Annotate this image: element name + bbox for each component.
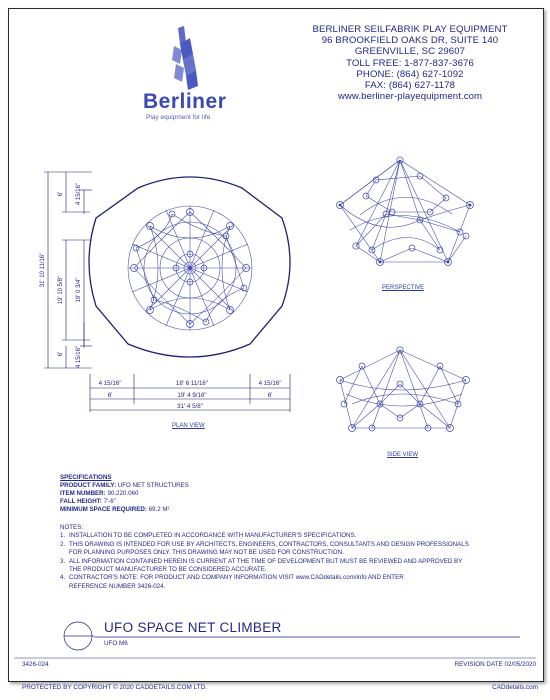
drawing-title: UFO SPACE NET CLIMBER xyxy=(104,620,282,635)
dim-h-4-15-16-left: 4 15/16" xyxy=(98,380,122,387)
spec-row: FALL HEIGHT: 7'-6" xyxy=(60,498,116,505)
dim-v-total: 31' 10 11/16" xyxy=(40,252,46,288)
spec-row: MINIMUM SPACE REQUIRED: 69.2 M² xyxy=(60,506,170,513)
company-tollfree: TOLL FREE: 1-877-837-3676 xyxy=(346,57,474,69)
horizontal-dim-labels xyxy=(99,380,282,410)
dim-v-19-0-3-4: 19' 0 3/4" xyxy=(76,277,82,303)
revision-date: REVISION DATE 02/05/2020 xyxy=(454,661,536,668)
notes-block xyxy=(60,524,520,591)
side-view-net xyxy=(340,350,466,428)
caddetails-link[interactable]: CADdetails.com xyxy=(492,684,538,691)
dim-h-6ft-right: 6' xyxy=(267,392,273,399)
note-item-continued: REFERENCE NUMBER 3426-024. xyxy=(69,582,166,590)
plan-view-label: PLAN VIEW xyxy=(172,423,205,429)
drawing-subtitle: UFO M6 xyxy=(104,640,128,647)
perspective-net xyxy=(340,160,470,262)
dim-h-19-4-9-16: 19' 4 9/16" xyxy=(177,392,207,399)
spec-row: ITEM NUMBER: 90.220.060 xyxy=(60,490,139,497)
spec-row: PRODUCT FAMILY: UFO NET STRUCTURES xyxy=(60,482,189,489)
note-item: 2. THIS DRAWING IS INTENDED FOR USE BY ARCHITECTS, ENGINEERS, CONTRACTORS, CONSULTANTS AND DESIGN PROFESSIONALS xyxy=(60,540,469,548)
note-item-continued: THE PRODUCT MANUFACTURER TO BE CONSIDERED ACCURATE. xyxy=(69,566,267,574)
company-name: BERLINER SEILFABRIK PLAY EQUIPMENT xyxy=(312,24,508,35)
dim-v-6ft-top: 6' xyxy=(58,191,64,197)
note-item: 3. ALL INFORMATION CONTAINED HEREIN IS CURRENT AT THE TIME OF DEVELOPMENT BUT MUST BE REVIEWED AND APPROVED BY xyxy=(60,557,463,565)
dim-h-18-6-11-16: 18' 6 11/16" xyxy=(175,380,209,387)
copyright-notice: PROTECTED BY COPYRIGHT © 2020 CADDETAILS.COM LTD. xyxy=(22,684,207,691)
reference-number: 3426-024 xyxy=(22,661,49,668)
company-website[interactable]: www.berliner-playequipment.com xyxy=(337,91,483,103)
logo-tagline: Play equipment for life xyxy=(146,114,211,121)
dim-h-4-15-16-right: 4 15/16" xyxy=(258,380,282,387)
logo-name: Berliner xyxy=(143,90,227,113)
note-item: 4. CONTRACTOR'S NOTE: FOR PRODUCT AND COMPANY INFORMATION VISIT www.CADdetails.com/info AND ENTER xyxy=(60,574,404,582)
dim-h-total: 31' 4 5/8" xyxy=(177,403,203,410)
dim-v-6ft-bottom: 6' xyxy=(58,351,64,357)
perspective-label: PERSPECTIVE xyxy=(382,285,425,291)
dim-v-19-10-5-8: 19' 10 5/8" xyxy=(58,275,64,305)
specifications-block xyxy=(60,474,520,514)
company-city: GREENVILLE, SC 29607 xyxy=(354,46,466,58)
company-fax: FAX: (864) 627-1178 xyxy=(364,80,456,92)
dim-h-6ft-left: 6' xyxy=(107,392,113,399)
vertical-dimensions xyxy=(44,172,92,368)
side-view-nodes xyxy=(337,347,470,432)
company-street: 96 BROOKFIELD OAKS DR, SUITE 140 xyxy=(321,35,499,47)
note-item: 1. INSTALLATION TO BE COMPLETED IN ACCORDANCE WITH MANUFACTURER'S SPECIFICATIONS. xyxy=(60,532,357,540)
company-phone: PHONE: (864) 627-1092 xyxy=(356,68,464,80)
notes-heading: NOTES: xyxy=(60,524,84,531)
dim-v-4-15-16-bottom: 4 15/16" xyxy=(76,345,82,369)
perspective-feet xyxy=(339,204,472,264)
note-item-continued: FOR PLANNING PURPOSES ONLY. THIS DRAWING MAY NOT BE USED FOR CONSTRUCTION. xyxy=(69,549,344,557)
spec-heading: SPECIFICATIONS xyxy=(60,474,112,481)
vertical-dim-labels xyxy=(40,183,82,368)
side-view-label: SIDE VIEW xyxy=(387,452,419,458)
dim-v-4-15-16-top: 4 15/16" xyxy=(76,182,82,206)
